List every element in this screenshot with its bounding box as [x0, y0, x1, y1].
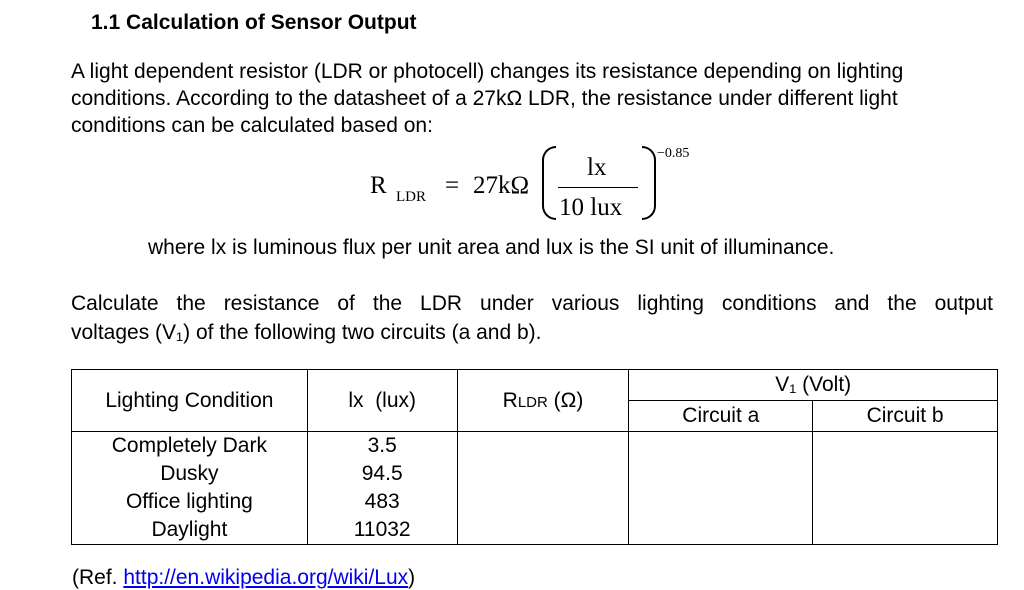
equation-numerator: lx [587, 154, 607, 181]
cell-circuit-b[interactable] [813, 488, 998, 516]
table-header-row [72, 370, 998, 401]
cell-rldr[interactable] [457, 432, 629, 461]
cell-rldr[interactable] [457, 516, 629, 545]
header-v1: V₁ (Volt) [629, 370, 998, 401]
table-row [72, 432, 998, 461]
cell-circuit-a[interactable] [629, 488, 813, 516]
left-parenthesis [542, 146, 556, 220]
resistance-equation [370, 142, 700, 230]
header-rldr-symbol: R [502, 388, 518, 412]
task-paragraph [71, 289, 993, 347]
header-rldr-unit: (Ω) [547, 388, 584, 412]
cell-lx: 11032 [307, 516, 457, 545]
header-rldr-subscript: LDR [517, 393, 548, 411]
table-row [72, 488, 998, 516]
table-row [72, 460, 998, 488]
cell-circuit-a[interactable] [629, 432, 813, 461]
table-row [72, 516, 998, 545]
results-table [71, 369, 998, 545]
cell-circuit-a[interactable] [629, 516, 813, 545]
cell-lx: 94.5 [307, 460, 457, 488]
cell-circuit-b[interactable] [813, 516, 998, 545]
task-line-2: voltages (V₁) of the following two circuits (a and b). [71, 321, 542, 344]
header-circuit-b: Circuit b [813, 401, 998, 432]
intro-paragraph: A light dependent resistor (LDR or photocell) changes its resistance depending on lighting conditions. According to the datasheet of a 27kΩ LDR, the resistance under different light conditions can be calculated based on: [71, 60, 904, 137]
task-line-1: Calculate the resistance of the LDR under various lighting conditions and the output [71, 292, 993, 315]
right-parenthesis [642, 146, 656, 220]
cell-condition: Daylight [72, 516, 308, 545]
cell-condition: Office lighting [72, 488, 308, 516]
header-rldr [457, 370, 629, 432]
reference-prefix: (Ref. [72, 566, 124, 589]
equation-denominator: 10 lux [559, 194, 623, 221]
reference-suffix: ) [408, 566, 416, 589]
cell-lx: 483 [307, 488, 457, 516]
equation-coefficient: 27kΩ [473, 172, 530, 199]
cell-circuit-b[interactable] [813, 432, 998, 461]
header-circuit-a: Circuit a [629, 401, 813, 432]
cell-rldr[interactable] [457, 488, 629, 516]
cell-circuit-a[interactable] [629, 460, 813, 488]
header-lx: lx (lux) [307, 370, 457, 432]
equation-exponent: −0.85 [657, 146, 690, 161]
reference-note [72, 566, 415, 590]
equation-equals: = [445, 172, 460, 199]
cell-rldr[interactable] [457, 460, 629, 488]
cell-circuit-b[interactable] [813, 460, 998, 488]
equation-lhs: R [370, 172, 387, 199]
equation-lhs-subscript: LDR [396, 189, 426, 205]
cell-condition: Dusky [72, 460, 308, 488]
cell-lx: 3.5 [307, 432, 457, 461]
section-heading: 1.1 Calculation of Sensor Output [91, 11, 417, 34]
cell-condition: Completely Dark [72, 432, 308, 461]
header-lighting-condition: Lighting Condition [72, 370, 308, 432]
definition-text: where lx is luminous flux per unit area and lux is the SI unit of illuminance. [148, 236, 835, 259]
fraction-bar [558, 187, 638, 188]
reference-link[interactable]: http://en.wikipedia.org/wiki/Lux [123, 566, 409, 589]
